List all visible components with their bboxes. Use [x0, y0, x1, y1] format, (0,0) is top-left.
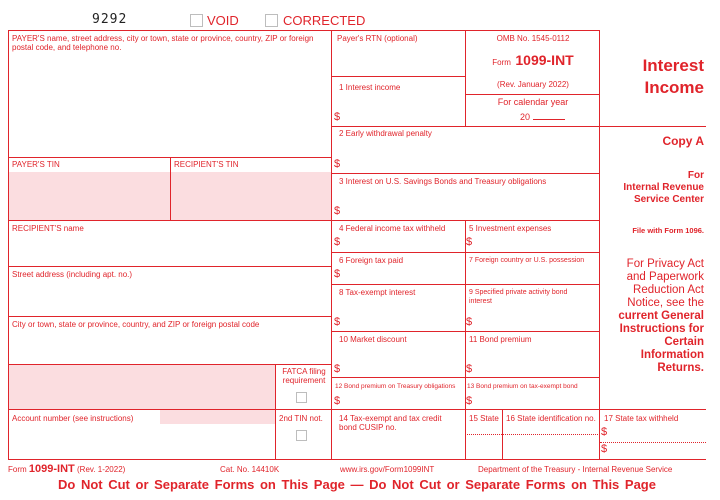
box10-dollar: $: [334, 363, 341, 375]
void-label: VOID: [207, 13, 239, 28]
box15-label: 15 State: [469, 414, 499, 423]
copy-a: Copy A: [662, 134, 704, 148]
footer-form-name: 1099-INT: [28, 463, 75, 475]
box3-label: 3 Interest on U.S. Savings Bonds and Treasury obligations: [339, 177, 547, 186]
footer-url: www.irs.gov/Form1099INT: [340, 465, 435, 474]
omb-form-prefix: Form: [492, 58, 511, 67]
box5-dollar: $: [466, 236, 473, 248]
city-label: City or town, state or province, country, and ZIP or foreign postal code: [12, 320, 260, 329]
box2-label: 2 Early withdrawal penalty: [339, 129, 432, 138]
privacy-bold-5: Returns.: [657, 362, 704, 374]
corrected-checkbox[interactable]: [265, 14, 278, 27]
box2-dollar: $: [334, 158, 341, 170]
footer-form-prefix: Form: [8, 465, 27, 474]
title-income: Income: [644, 78, 704, 97]
fatca-checkbox[interactable]: [296, 392, 307, 403]
omb-rev: (Rev. January 2022): [497, 80, 569, 89]
box12-dollar: $: [334, 395, 341, 407]
omb-form-name: 1099-INT: [515, 52, 574, 68]
file-with-text: File with Form 1096.: [632, 226, 704, 235]
footer-form: [8, 463, 125, 475]
box11-dollar: $: [466, 363, 473, 375]
box17-dollar-2: $: [601, 443, 608, 455]
box10-label: 10 Market discount: [339, 335, 407, 344]
footer-cat: Cat. No. 14410K: [220, 465, 280, 474]
fatca-label: FATCA filing requirement: [282, 367, 326, 385]
omb-form-title: [468, 52, 598, 70]
box13-label: 13 Bond premium on tax-exempt bond: [467, 383, 578, 390]
calendar-label: For calendar year: [497, 97, 569, 107]
box12-label: 12 Bond premium on Treasury obligations: [335, 383, 456, 390]
rtn-label: Payer's RTN (optional): [337, 34, 418, 43]
irs-text: Internal Revenue: [623, 182, 704, 193]
box11-label: 11 Bond premium: [469, 335, 532, 344]
recipient-name-label: RECIPIENT'S name: [12, 224, 84, 233]
box9-dollar: $: [466, 316, 473, 328]
box14-label: 14 Tax-exempt and tax credit bond CUSIP no.: [339, 414, 442, 432]
box17-dollar-1: $: [601, 426, 608, 438]
calendar-year: 20: [520, 113, 565, 122]
footer-dept: Department of the Treasury - Internal Revenue Service: [478, 465, 673, 474]
box6-dollar: $: [334, 268, 341, 280]
box17-label: 17 State tax withheld: [604, 414, 679, 423]
title-interest: Interest: [642, 56, 704, 75]
account-label: Account number (see instructions): [12, 414, 134, 423]
box16-label: 16 State identification no.: [506, 414, 596, 423]
account-shade: [160, 410, 275, 424]
box3-dollar: $: [334, 205, 341, 217]
box4-label: 4 Federal income tax withheld: [339, 224, 446, 233]
box8-label: 8 Tax-exempt interest: [339, 288, 416, 297]
void-checkbox[interactable]: [190, 14, 203, 27]
omb-number: OMB No. 1545-0112: [496, 34, 570, 43]
privacy-line-1: For Privacy Act: [626, 258, 704, 270]
form-bottom-rule: [8, 459, 706, 460]
service-center-text: Service Center: [633, 194, 704, 205]
payer-tin-field[interactable]: [9, 172, 170, 220]
box9-label: 9 Specified private activity bond interest: [469, 289, 568, 305]
box7-label: 7 Foreign country or U.S. possession: [469, 257, 585, 264]
privacy-bold-2: Instructions for: [619, 323, 704, 335]
do-not-cut-warning: Do Not Cut or Separate Forms on This Page — Do Not Cut or Separate Forms on This Page: [58, 477, 656, 492]
tin2-label: 2nd TIN not.: [279, 414, 323, 423]
street-label: Street address (including apt. no.): [12, 270, 133, 279]
box6-label: 6 Foreign tax paid: [339, 256, 404, 265]
box1-dollar: $: [334, 111, 341, 123]
box1-label: 1 Interest income: [339, 83, 401, 92]
box5-label: 5 Investment expenses: [469, 224, 552, 233]
privacy-bold-3: Certain: [664, 336, 704, 348]
tin2-checkbox[interactable]: [296, 430, 307, 441]
privacy-line-4: Notice, see the: [627, 297, 704, 309]
box4-dollar: $: [334, 236, 341, 248]
privacy-line-2: and Paperwork: [626, 271, 704, 283]
payer-tin-label: PAYER'S TIN: [12, 160, 60, 169]
city-field-shade: [9, 365, 275, 409]
privacy-bold-1: current General: [618, 310, 704, 322]
form-code: 9292: [92, 12, 128, 27]
privacy-block: [604, 258, 704, 375]
recipient-tin-label: RECIPIENT'S TIN: [174, 160, 239, 169]
box8-dollar: $: [334, 316, 341, 328]
box13-dollar: $: [466, 395, 473, 407]
corrected-label: CORRECTED: [283, 13, 366, 28]
privacy-bold-4: Information: [640, 349, 704, 361]
for-text: For: [687, 170, 704, 181]
payer-name-label: PAYER'S name, street address, city or town, state or province, country, ZIP or foreign postal code, and telephone no.: [12, 34, 314, 52]
privacy-line-3: Reduction Act: [633, 284, 704, 296]
recipient-tin-field[interactable]: [171, 172, 331, 220]
footer-rev: (Rev. 1-2022): [77, 465, 126, 474]
